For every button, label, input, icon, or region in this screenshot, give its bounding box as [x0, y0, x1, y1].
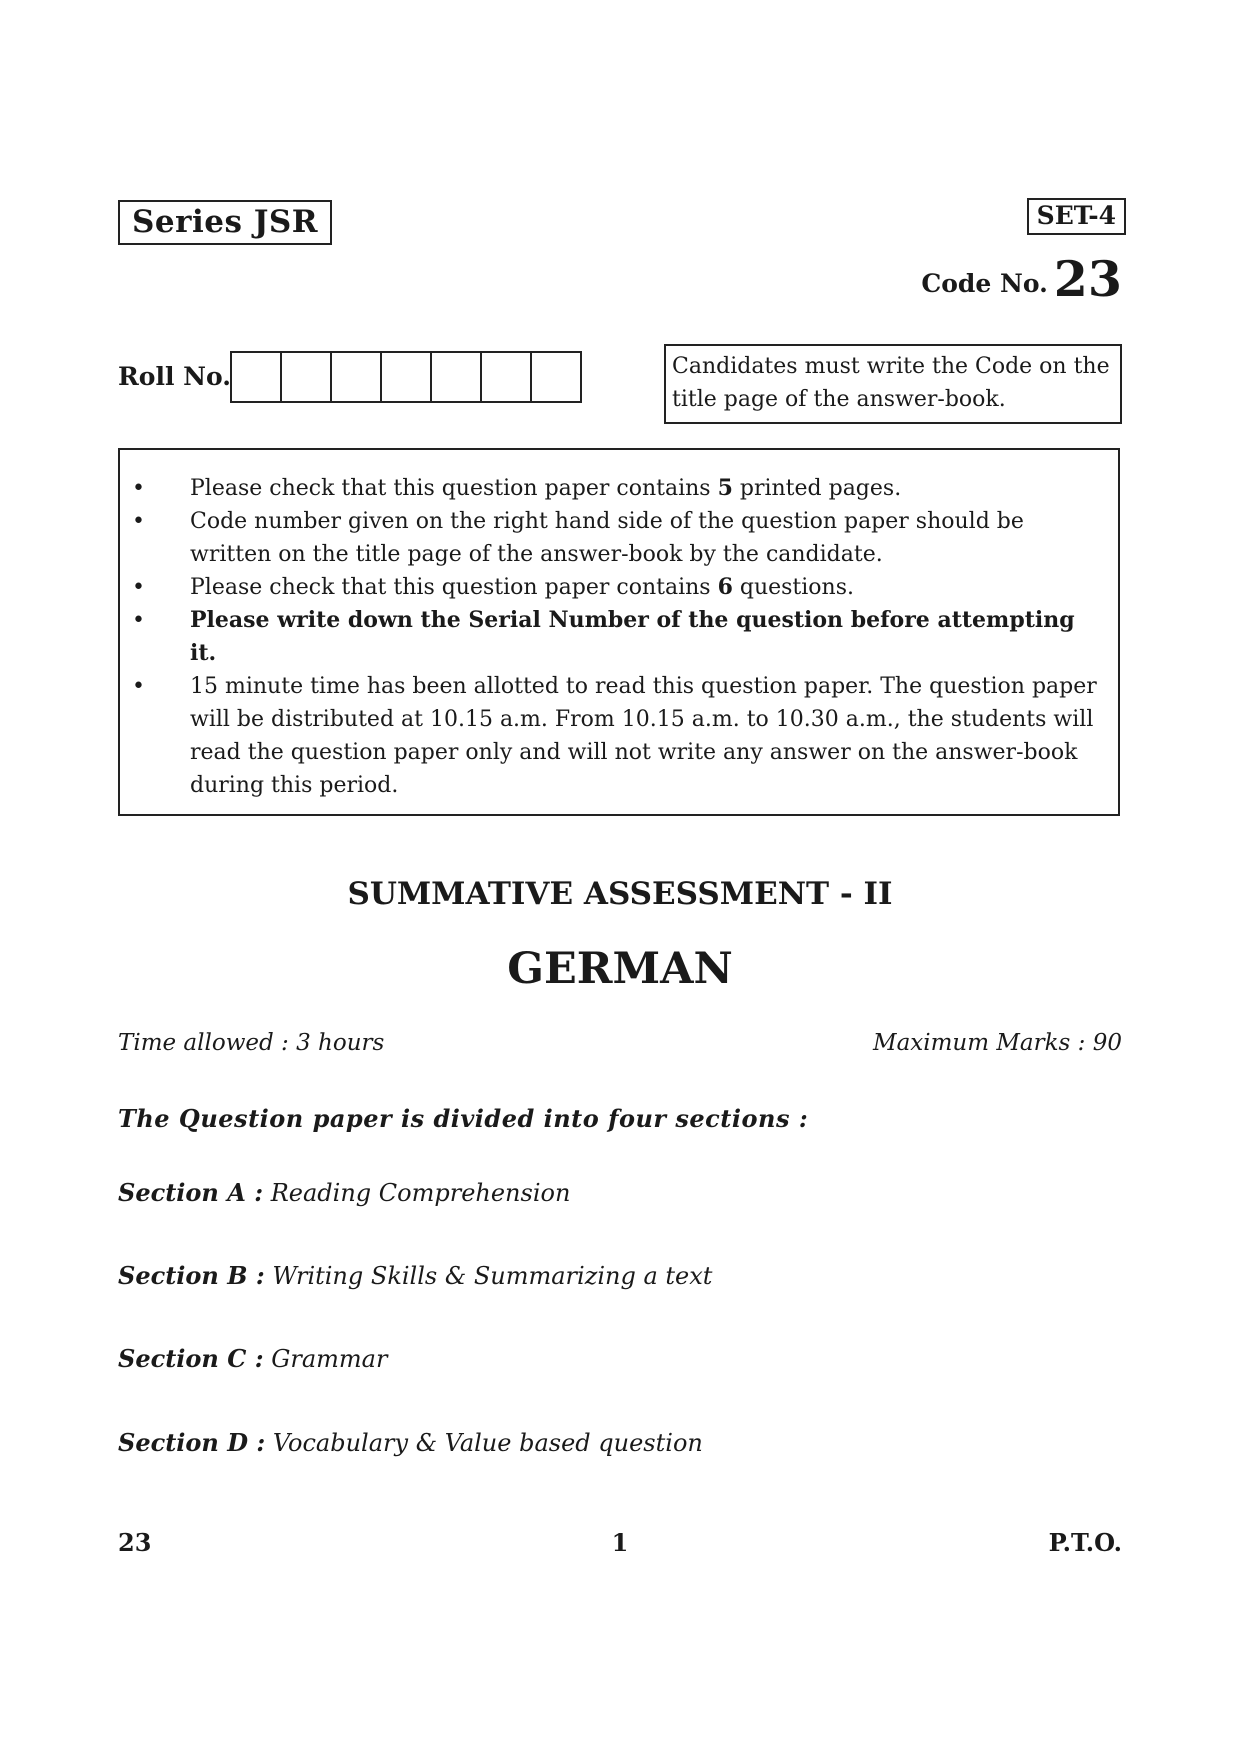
- code-label: Code No.: [921, 269, 1048, 298]
- bullet-icon: •: [132, 608, 145, 633]
- section-label: Section C :: [118, 1344, 264, 1373]
- assessment-title: SUMMATIVE ASSESSMENT - II: [347, 876, 893, 912]
- roll-number-box: [280, 351, 332, 403]
- bullet-icon: •: [132, 476, 145, 501]
- section-desc: Reading Comprehension: [270, 1179, 571, 1207]
- footer-code: 23: [118, 1528, 152, 1557]
- roll-number-box: [380, 351, 432, 403]
- instruction-item: [120, 670, 1102, 802]
- subject-title: GERMAN: [507, 944, 733, 994]
- please-turn-over: P.T.O.: [1048, 1528, 1122, 1557]
- instruction-item: [120, 472, 1102, 505]
- section-desc: Grammar: [271, 1345, 388, 1373]
- code-number: [921, 250, 1122, 308]
- instruction-text: Please check that this question paper contains: [190, 476, 718, 501]
- section-desc: Writing Skills & Summarizing a text: [272, 1262, 713, 1290]
- roll-number-box: [230, 351, 282, 403]
- section-label: Section D :: [118, 1428, 266, 1457]
- roll-number-box: [330, 351, 382, 403]
- candidate-note: Candidates must write the Code on the title page of the answer-book.: [664, 344, 1122, 424]
- instruction-text: printed pages.: [732, 476, 902, 501]
- instruction-item: [120, 604, 1102, 670]
- roll-number-box: [430, 351, 482, 403]
- roll-number-box: [480, 351, 532, 403]
- roll-number-label: Roll No.: [118, 362, 231, 391]
- section-d: [118, 1428, 703, 1457]
- section-c: [118, 1344, 387, 1373]
- instruction-text: Please write down the Serial Number of the question before attempting it.: [190, 607, 1075, 666]
- bullet-icon: •: [132, 674, 145, 699]
- section-desc: Vocabulary & Value based question: [272, 1429, 703, 1457]
- instruction-text: 6: [717, 574, 733, 600]
- page-number: 1: [611, 1528, 629, 1557]
- series-label: Series JSR: [118, 200, 332, 245]
- bullet-icon: •: [132, 509, 145, 534]
- instruction-item: [120, 571, 1102, 604]
- sections-intro: The Question paper is divided into four sections :: [118, 1104, 809, 1133]
- roll-number-box: [530, 351, 582, 403]
- bullet-icon: •: [132, 575, 145, 600]
- instruction-text: 15 minute time has been allotted to read this question paper. The question paper will be distributed at 10.15 a.m. From 10.15 a.m. to 10.30 a.m., the students will read the question paper only and will not write any answer on the answer-book during this period.: [190, 674, 1097, 798]
- instruction-text: Code number given on the right hand side of the question paper should be written on the title page of the answer-book by the candidate.: [190, 509, 1024, 567]
- section-b: [118, 1261, 712, 1290]
- section-label: Section B :: [118, 1261, 265, 1290]
- roll-number-boxes: [230, 351, 582, 403]
- instructions-box: [118, 448, 1120, 816]
- instructions-list: [120, 472, 1102, 802]
- instruction-text: 5: [717, 475, 733, 501]
- set-label: SET-4: [1027, 198, 1126, 235]
- section-label: Section A :: [118, 1178, 264, 1207]
- instruction-item: [120, 505, 1102, 571]
- time-allowed: Time allowed : 3 hours: [118, 1030, 385, 1056]
- instruction-text: Please check that this question paper contains: [190, 575, 718, 600]
- section-a: [118, 1178, 570, 1207]
- maximum-marks: Maximum Marks : 90: [873, 1030, 1122, 1056]
- instruction-text: questions.: [732, 575, 855, 600]
- code-value: 23: [1053, 250, 1122, 308]
